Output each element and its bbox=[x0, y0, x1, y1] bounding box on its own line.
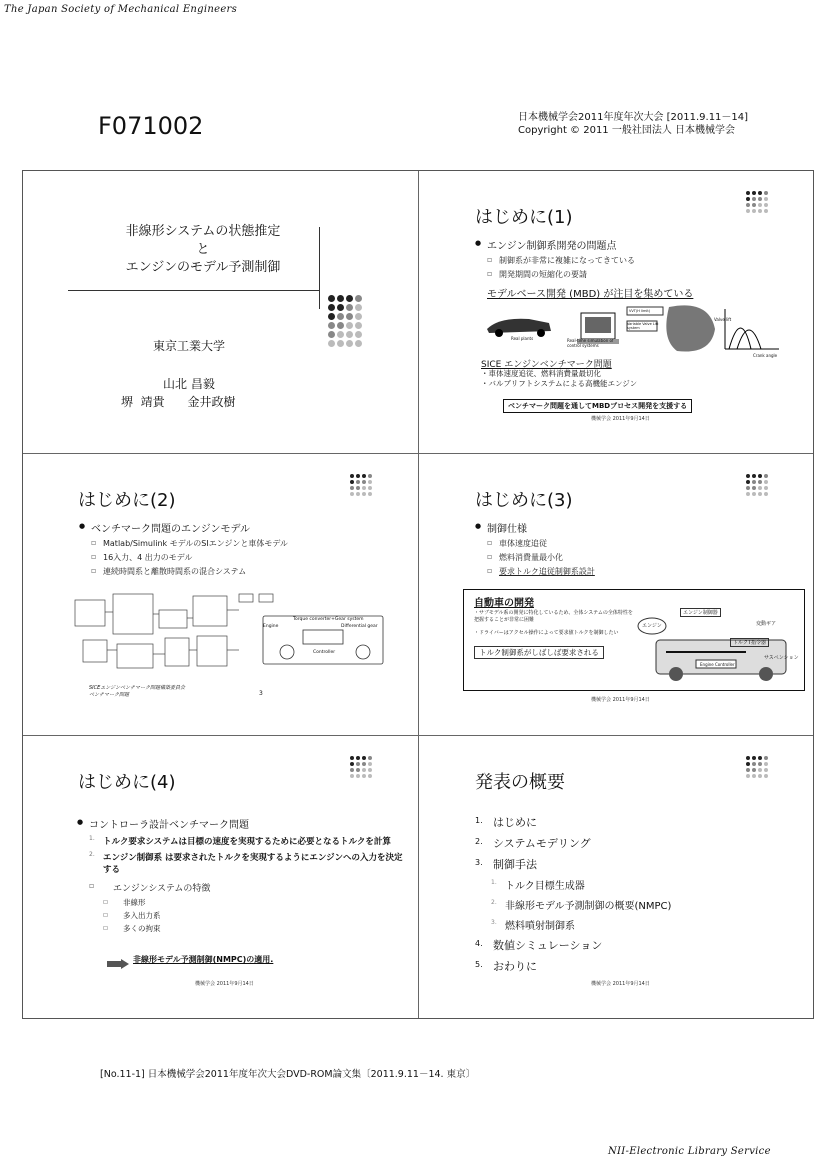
slide4-bullet: ● 制御仕様 bbox=[475, 520, 805, 535]
copyright: Copyright © 2011 一般社団法人 日本機械学会 bbox=[518, 125, 736, 136]
slide6-title: 発表の概要 bbox=[475, 772, 565, 793]
arrow-icon bbox=[107, 954, 129, 973]
slide4-footer: 機械学会 2011年9月14日 bbox=[591, 697, 650, 703]
slide3-dot-pattern bbox=[350, 474, 374, 498]
fig-differential: Differential gear bbox=[341, 624, 378, 629]
slide6-dot-pattern bbox=[746, 756, 770, 780]
slide3-simulink-diagram bbox=[73, 590, 393, 680]
slide2-bullet: ● エンジン制御系開発の問題点 bbox=[475, 237, 805, 252]
conference-title: 日本機械学会2011年度年次大会 [2011.9.11－14] bbox=[518, 112, 749, 123]
slide5-title: はじめに(4) bbox=[78, 772, 176, 793]
fig-controller: Controller bbox=[313, 650, 336, 655]
slide3-page-number: 3 bbox=[259, 690, 263, 697]
slide4-sub3: ▫ 要求トルク追従制御系設計 bbox=[475, 566, 805, 577]
slide2-title: はじめに(1) bbox=[475, 207, 573, 228]
outline-item-5: 5. おわりに bbox=[475, 960, 537, 973]
outline-item-2: 2. システムモデリング bbox=[475, 837, 591, 850]
lbl-engine-controller: Engine Controller bbox=[700, 662, 735, 667]
lbl-engine-controller-jp: エンジン制御器 bbox=[680, 608, 721, 617]
slide4-box-line1: ・サブモデル系の開発に特化しているため、全体システムの全体特性を把握することが非常に困難 bbox=[474, 610, 633, 623]
slide4-box-line3: トルク制御系がしばしば要求される bbox=[474, 646, 604, 659]
fig-crank-angle: Crank angle bbox=[753, 353, 778, 358]
outline-subitem-3-1: 1. トルク目標生成器 bbox=[491, 879, 585, 892]
slide-grid bbox=[22, 170, 814, 1019]
fig-engine: Engine bbox=[263, 624, 279, 629]
slide5-sub: ▫ エンジンシステムの特徴 bbox=[77, 881, 407, 894]
outline-subitem-3-3: 3. 燃料噴射制御系 bbox=[491, 919, 575, 932]
slide1-authors-line1: 山北 昌毅 bbox=[163, 377, 215, 391]
slide-2 bbox=[419, 171, 814, 453]
slide2-highlight-box: ベンチマーク問題を通してMBDプロセス開発を支援する bbox=[503, 399, 692, 413]
slide4-dot-pattern bbox=[746, 474, 770, 498]
slide5-feature2: ▫ 多入出力系 bbox=[77, 910, 407, 921]
slide1-divider-horizontal bbox=[68, 290, 320, 291]
slide1-affiliation: 東京工業大学 bbox=[153, 339, 226, 353]
slide4-auto-dev-box bbox=[463, 589, 805, 691]
slide2-footer: 機械学会 2011年9月14日 bbox=[591, 416, 650, 422]
fig-vvt: VVT(H limit) bbox=[629, 309, 651, 313]
slide2-sub1: ▫ 制御系が非常に複雑になってきている bbox=[475, 255, 805, 266]
slide3-bullet: ● ベンチマーク問題のエンジンモデル bbox=[79, 520, 409, 535]
slide2-sice2: ・バルブリフトシステムによる高機能エンジン bbox=[481, 379, 638, 388]
lbl-torque: トルクT指令器 bbox=[730, 638, 769, 647]
slide5-bullet: ● コントローラ設計ベンチマーク問題 bbox=[77, 816, 407, 831]
slide3-sub3: ▫ 連続時間系と離散時間系の混合システム bbox=[79, 566, 409, 577]
slide-4 bbox=[419, 454, 814, 736]
slide5-footer: 機械学会 2011年9月14日 bbox=[195, 981, 254, 987]
citation: [No.11-1] 日本機械学会2011年度年次大会DVD-ROM論文集〔2011.9.11－14. 東京〕 bbox=[100, 1069, 476, 1080]
slide4-box-title: 自動車の開発 bbox=[474, 598, 534, 609]
slide-3 bbox=[23, 454, 418, 736]
slide3-caption: SICEエンジンベンチマーク問題構築委員会 bbox=[89, 685, 186, 691]
slide1-authors-line2: 堺 靖貴 金井政樹 bbox=[121, 395, 236, 409]
slide3-sub1: ▫ Matlab/Simulink モデルのSIエンジンと車体モデル bbox=[79, 538, 409, 549]
slide2-sub2: ▫ 開発期間の短縮化の要請 bbox=[475, 269, 805, 280]
slide3-sub2: ▫ 16入力、4 出力のモデル bbox=[79, 552, 409, 563]
slide5-dot-pattern bbox=[350, 756, 374, 780]
slide-5 bbox=[23, 736, 418, 1018]
slide2-dot-pattern bbox=[746, 191, 770, 215]
lbl-gear: 変動ギア bbox=[756, 621, 777, 627]
fig-valve-lift: Valve lift bbox=[714, 317, 732, 322]
slide5-num2: 2. bbox=[89, 851, 95, 858]
paper-id: F071002 bbox=[98, 112, 204, 140]
slide4-sub1: ▫ 車体速度追従 bbox=[475, 538, 805, 549]
fig-realtime-sim: Real-time simulation of control systems bbox=[567, 338, 614, 348]
slide2-mbd: モデルベース開発 (MBD) が注目を集めている bbox=[487, 289, 694, 300]
slide1-title-line1: 非線形システムの状態推定 bbox=[125, 224, 281, 239]
slide-6 bbox=[419, 736, 814, 1018]
outline-item-1: 1. はじめに bbox=[475, 816, 537, 829]
slide5-num1: 1. bbox=[89, 835, 95, 842]
slide2-sice: SICE エンジンベンチマーク問題 bbox=[481, 360, 612, 370]
outline-item-4: 4. 数値シミュレーション bbox=[475, 939, 603, 952]
slide4-sub2: ▫ 燃料消費量最小化 bbox=[475, 552, 805, 563]
slide1-dot-pattern bbox=[328, 295, 364, 349]
slide1-divider-vertical bbox=[319, 227, 320, 309]
slide1-title-line3: エンジンのモデル予測制御 bbox=[125, 260, 281, 275]
fig-valve: Variable Valve Lift system bbox=[627, 322, 659, 330]
lbl-suspension: サスペンション bbox=[764, 655, 799, 661]
slide5-feature3: ▫ 多くの拘束 bbox=[77, 923, 407, 934]
nii-footer: NII-Electronic Library Service bbox=[608, 1146, 771, 1157]
slide5-item2: エンジン制御系 は要求されたトルクを実現するようにエンジンへの入力を決定する bbox=[103, 853, 403, 875]
fig-torque-converter: Torque converter+Gear system bbox=[293, 617, 364, 622]
slide-1 bbox=[23, 171, 418, 453]
slide6-footer: 機械学会 2011年9月14日 bbox=[591, 981, 650, 987]
slide5-item1: トルク要求システムは目標の速度を実現するために必要となるトルクを計算 bbox=[103, 837, 391, 847]
outline-item-3: 3. 制御手法 bbox=[475, 858, 537, 871]
engine-illustration bbox=[666, 305, 715, 351]
slide5-arrow-text: 非線形モデル予測制御(NMPC)の適用. bbox=[133, 955, 274, 964]
slide2-sice1: ・車体速度追従、燃料消費量最切化 bbox=[481, 369, 601, 378]
fig-real-plants: Real plants bbox=[511, 336, 534, 341]
slide5-feature1: ▫ 非線形 bbox=[77, 897, 407, 908]
slide1-title-line2: と bbox=[196, 242, 210, 257]
society-header: The Japan Society of Mechanical Engineers bbox=[4, 4, 238, 15]
slide3-title: はじめに(2) bbox=[78, 490, 176, 511]
outline-subitem-3-2: 2. 非線形モデル予測制御の概要(NMPC) bbox=[491, 899, 672, 912]
slide4-title: はじめに(3) bbox=[475, 490, 573, 511]
slide3-caption2: ベンチマーク問題 bbox=[89, 692, 130, 698]
lbl-engine: エンジン bbox=[642, 623, 662, 629]
slide4-box-line2: ・ドライバーはアクセル操作によって要求値トルクを制御したい bbox=[474, 630, 619, 636]
